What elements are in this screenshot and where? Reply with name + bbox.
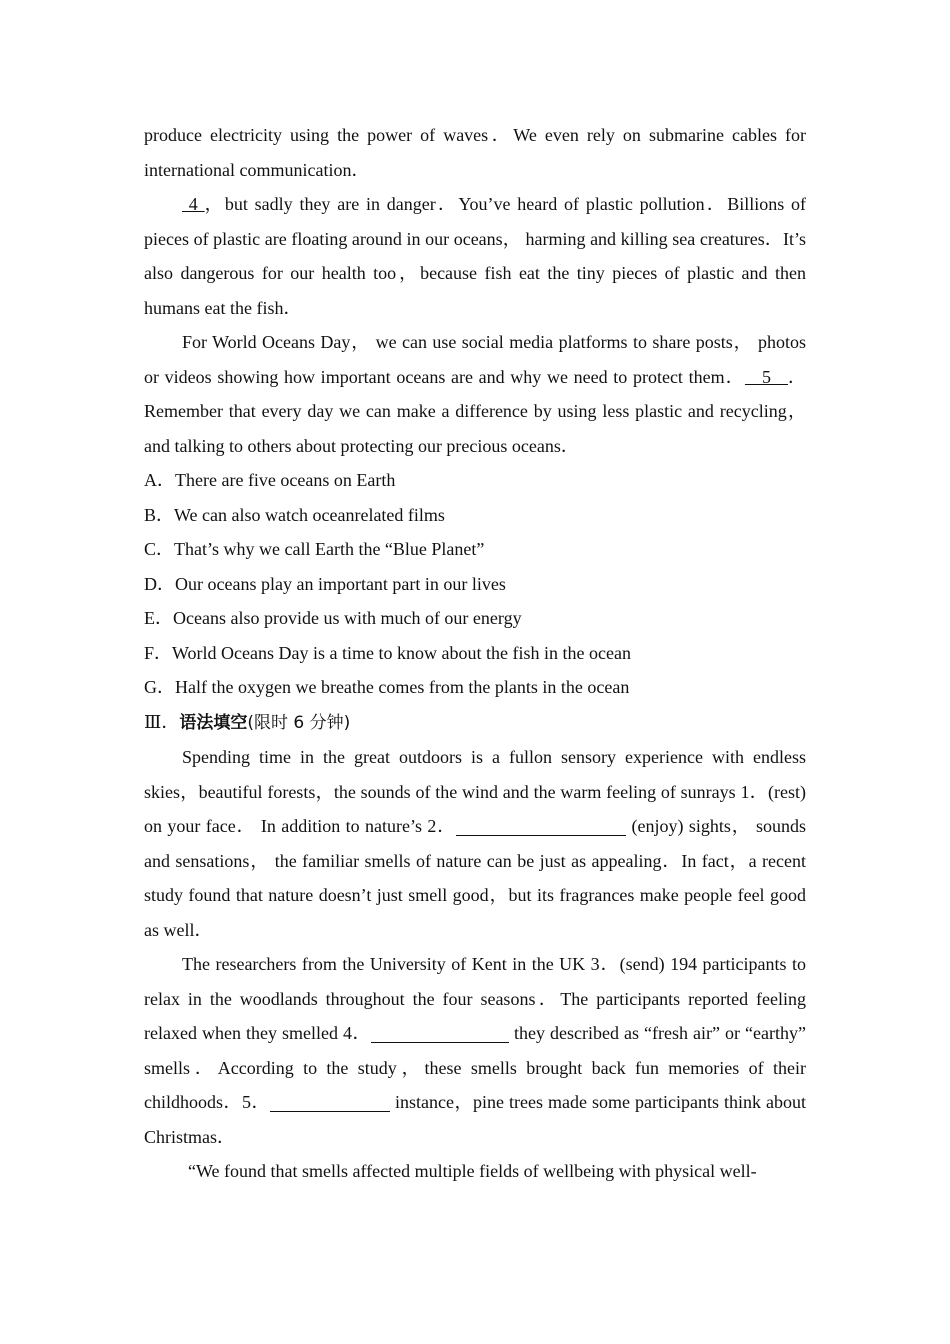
- answer-blank-4[interactable]: 4: [182, 194, 205, 214]
- option-d: D．Our oceans play an important part in our lives: [144, 573, 506, 594]
- option-c: C．That’s why we call Earth the “Blue Planet”: [144, 539, 485, 559]
- answer-blank-5[interactable]: 5: [744, 366, 788, 387]
- option-a: A．There are five oceans on Earth: [144, 470, 396, 490]
- option-e: E．Oceans also provide us with much of our energy: [144, 608, 522, 628]
- paragraph-text: The researchers from the University of Kent in the UK 3．(send) 194 participants to relax in the woodlands throughout the four seasons．The participants reported feeling relaxed when they smelled 4．: [144, 954, 806, 1043]
- option-g: G．Half the oxygen we breathe comes from the plants in the ocean: [144, 677, 630, 697]
- paragraph-energy: [144, 118, 806, 187]
- paragraph-danger: [144, 187, 806, 325]
- paragraph-researchers: [144, 947, 806, 1154]
- paragraph-text: ，but sadly they are in danger．You’ve heard of plastic pollution．Billions of pieces of plastic are floating around in our oceans， harming and killing sea creatures．It’s also dangerous for our health too，because fish eat the tiny pieces of plastic and then humans eat the fish．: [144, 194, 806, 318]
- section-title: 语法填空: [179, 712, 248, 733]
- paragraph-outdoors: [144, 740, 806, 947]
- answer-line-4[interactable]: [371, 1022, 509, 1043]
- paragraph-text: (enjoy) sights， sounds and sensations， the familiar smells of nature can be just as appealing．In fact，a recent study found that nature doesn’t just smell good，but its fragrances make people feel good as well．: [144, 816, 806, 940]
- paragraph-text: they described as “fresh air” or “earthy” smells．According to the study，these smells brought back fun memories of their childhoods．5．: [144, 1023, 806, 1112]
- answer-line-2[interactable]: [456, 815, 626, 836]
- paragraph-text: instance，pine trees made some participants think about Christmas．: [144, 1092, 806, 1147]
- section-heading: [144, 705, 806, 741]
- paragraph-quote: [144, 1154, 806, 1189]
- paragraph-text: Spending time in the great outdoors is a fullon sensory experience with endless skies，beautiful forests，the sounds of the wind and the warm feeling of sunrays 1．(rest) on your face． In addition to nature’s 2．: [144, 747, 806, 836]
- paragraph-text: produce electricity using the power of waves．We even rely on submarine cables for international communication．: [144, 125, 806, 180]
- paragraph-text: ．Remember that every day we can make a difference by using less plastic and recycling， and talking to others about protecting our precious oceans．: [144, 366, 806, 456]
- paragraph-world-oceans-day: [144, 325, 806, 463]
- document-page: [144, 118, 806, 1189]
- option-f: F．World Oceans Day is a time to know about the fish in the ocean: [144, 642, 631, 663]
- section-numeral: Ⅲ．: [144, 711, 180, 732]
- paragraph-text: For World Oceans Day， we can use social media platforms to share posts， photos or videos showing how important oceans are and why we need to protect them．: [144, 332, 806, 387]
- answer-line-5[interactable]: [270, 1091, 390, 1112]
- section-note: (限时 6 分钟): [247, 712, 351, 733]
- option-b: B．We can also watch oceanrelated films: [144, 504, 445, 525]
- paragraph-text: “We found that smells affected multiple fields of wellbeing with physical well-: [188, 1161, 757, 1181]
